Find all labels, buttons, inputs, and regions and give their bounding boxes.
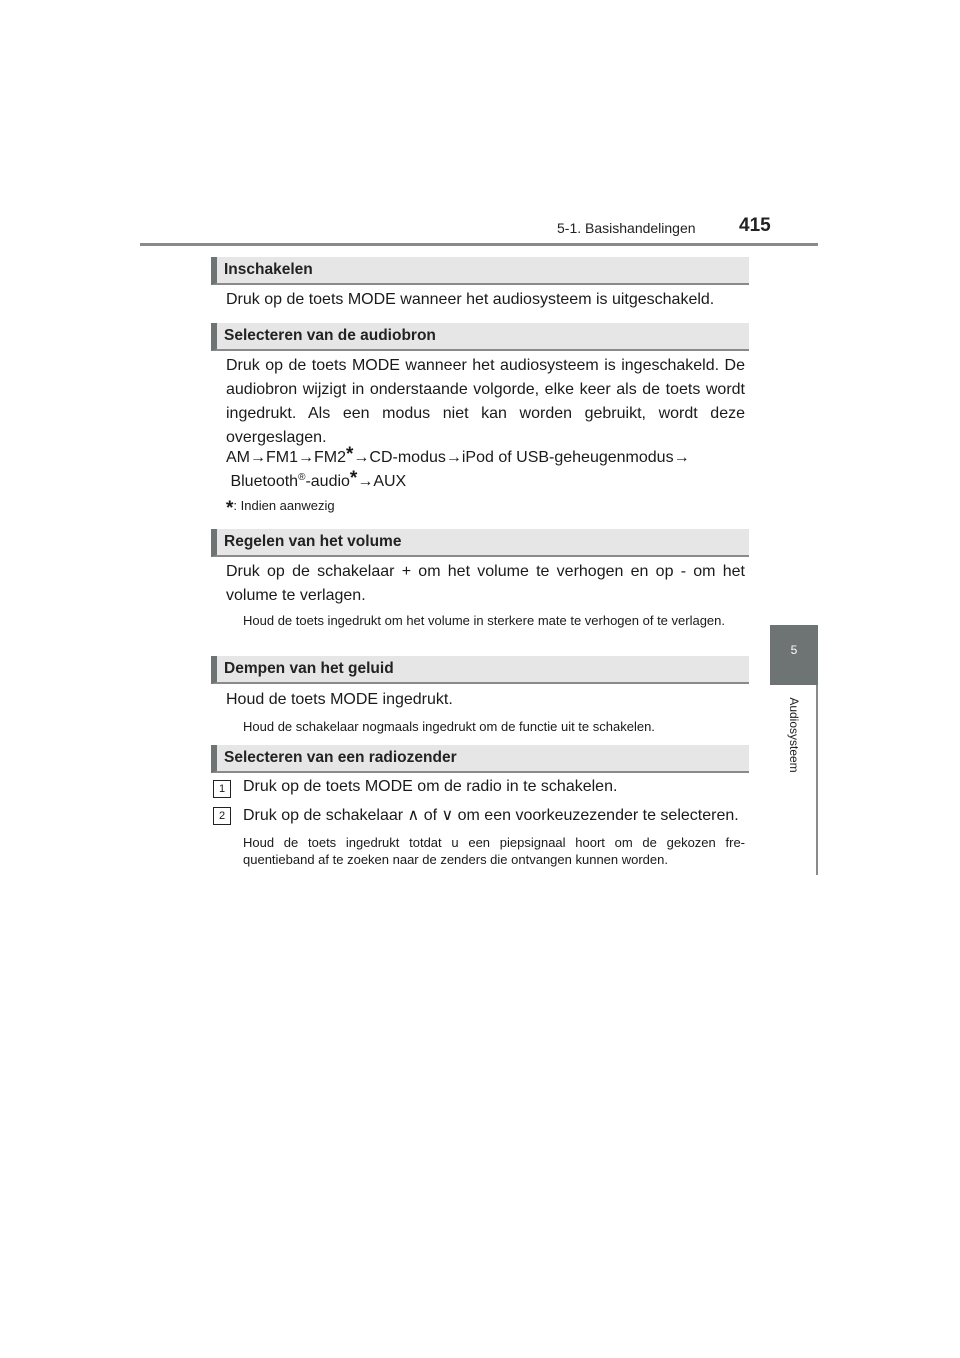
chapter-label: Audiosysteem [787,697,801,773]
seq-fm2: FM2 [314,449,346,466]
heading-audiobron [211,323,749,351]
heading-text: Dempen van het geluid [224,660,394,677]
seq-ipod: iPod of USB-geheugenmodus [461,449,674,466]
arrow-icon: → [298,449,314,466]
step-number: 2 [213,807,231,825]
paragraph-inschakelen: Druk op de toets MODE wanneer het audiosysteem is uitgeschakeld. [226,291,715,308]
heading-dempen [211,656,749,684]
seq-cd: CD-modus [369,449,446,466]
heading-radiozender [211,745,749,773]
paragraph-volume: Druk op de schakelaar + om het volume te verhogen en op - om het volume te verlagen. [226,563,745,604]
arrow-icon: → [357,473,374,490]
section-title: 5-1. Basishandelingen [557,220,696,236]
asterisk-icon: * [226,498,234,519]
heading-inschakelen [211,257,749,285]
asterisk-icon: * [349,468,358,489]
paragraph-dempen: Houd de toets MODE ingedrukt. [226,691,453,708]
page-number: 415 [739,215,771,236]
paragraph-audiobron: Druk op de toets MODE wanneer het audiosysteem is ingeschakeld. De audiobron wijzigt in onderstaande volgorde, elke keer als de toets wordt ingedrukt. Als een modus niet kan worden gebruikt, wordt deze overgeslagen. [226,357,745,446]
heading-text: Inschakelen [224,261,313,278]
step-text: Druk op de schakelaar ∧ of ∨ om een voorkeuzezender te selecteren. [243,807,739,824]
note-radiozender: Houd de toets ingedrukt totdat u een piepsignaal hoort om de gekozen fre- quentieband af te zoeken naar de zenders die ontvangen kunnen worden. [243,835,745,867]
source-sequence [226,446,745,494]
heading-text: Selecteren van een radiozender [224,749,457,766]
header-rule [140,243,818,246]
seq-audio: -audio [305,473,350,490]
heading-volume [211,529,749,557]
arrow-icon: → [353,449,370,466]
seq-am: AM [226,449,250,466]
step-text: Druk op de toets MODE om de radio in te schakelen. [243,778,618,795]
seq-bluetooth: Bluetooth [230,473,299,490]
arrow-icon: → [673,449,690,466]
chapter-bar [816,685,818,875]
footnote-text: : Indien aanwezig [233,498,335,513]
note-volume: Houd de toets ingedrukt om het volume in sterkere mate te verhogen of te verlagen. [243,613,725,628]
seq-fm1: FM1 [266,449,298,466]
heading-text: Regelen van het volume [224,533,402,550]
seq-aux: AUX [373,473,407,490]
chapter-number: 5 [790,643,798,657]
note-dempen: Houd de schakelaar nogmaals ingedrukt om de functie uit te schakelen. [243,719,655,734]
step-number: 1 [213,780,231,798]
arrow-icon: → [250,449,266,466]
asterisk-icon: * [346,444,354,465]
arrow-icon: → [445,449,462,466]
registered-icon: ® [298,472,306,483]
footnote [226,498,335,520]
heading-text: Selecteren van de audiobron [224,327,436,344]
